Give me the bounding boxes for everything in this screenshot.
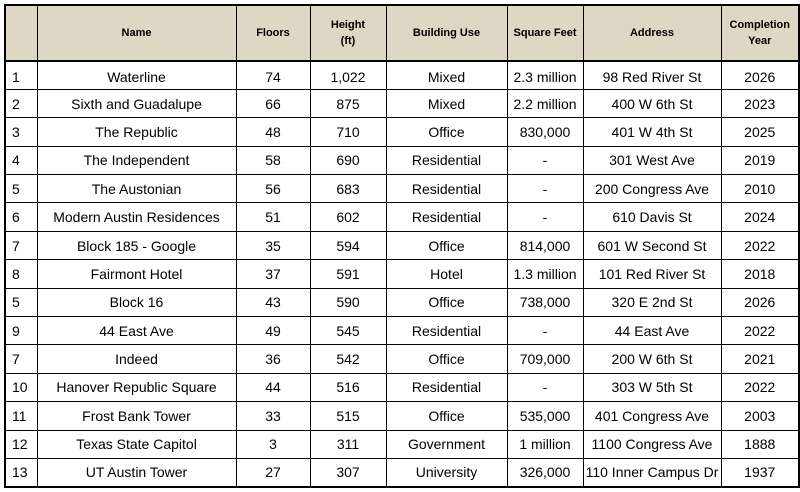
cell-square-feet: 326,000 — [507, 458, 583, 486]
cell-rank: 8 — [5, 260, 37, 288]
cell-square-feet: 709,000 — [507, 345, 583, 373]
cell-name: 44 East Ave — [37, 317, 236, 345]
table-row — [5, 402, 799, 430]
cell-building-use: Residential — [386, 373, 507, 401]
cell-name: The Independent — [37, 146, 236, 174]
cell-building-use: Mixed — [386, 89, 507, 117]
cell-address: 101 Red River St — [583, 260, 721, 288]
cell-height: 515 — [310, 402, 386, 430]
cell-rank: 7 — [5, 231, 37, 259]
cell-building-use: Office — [386, 345, 507, 373]
cell-rank: 6 — [5, 203, 37, 231]
cell-building-use: Residential — [386, 203, 507, 231]
cell-name: Hanover Republic Square — [37, 373, 236, 401]
cell-address: 200 W 6th St — [583, 345, 721, 373]
cell-name: The Republic — [37, 118, 236, 146]
cell-building-use: Mixed — [386, 61, 507, 89]
table-row — [5, 231, 799, 259]
cell-name: The Austonian — [37, 175, 236, 203]
cell-address: 320 E 2nd St — [583, 288, 721, 316]
cell-building-use: Hotel — [386, 260, 507, 288]
table-row — [5, 89, 799, 117]
cell-height: 590 — [310, 288, 386, 316]
cell-completion-year: 2019 — [721, 146, 799, 174]
cell-address: 401 Congress Ave — [583, 402, 721, 430]
table-row — [5, 345, 799, 373]
cell-completion-year: 1888 — [721, 430, 799, 458]
cell-rank: 1 — [5, 61, 37, 89]
cell-address: 1100 Congress Ave — [583, 430, 721, 458]
cell-square-feet: 738,000 — [507, 288, 583, 316]
cell-floors: 3 — [236, 430, 310, 458]
cell-height: 875 — [310, 89, 386, 117]
cell-floors: 43 — [236, 288, 310, 316]
header-building-use: Building Use — [386, 5, 507, 61]
cell-building-use: Office — [386, 402, 507, 430]
cell-completion-year: 2025 — [721, 118, 799, 146]
cell-completion-year: 2003 — [721, 402, 799, 430]
header-name: Name — [37, 5, 236, 61]
cell-completion-year: 2018 — [721, 260, 799, 288]
cell-completion-year: 1937 — [721, 458, 799, 486]
cell-rank: 7 — [5, 345, 37, 373]
cell-completion-year: 2022 — [721, 373, 799, 401]
table-row — [5, 61, 799, 89]
cell-name: UT Austin Tower — [37, 458, 236, 486]
table-row — [5, 175, 799, 203]
cell-height: 545 — [310, 317, 386, 345]
cell-building-use: Residential — [386, 175, 507, 203]
cell-rank: 11 — [5, 402, 37, 430]
cell-floors: 44 — [236, 373, 310, 401]
table-row — [5, 430, 799, 458]
header-height: Height (ft) — [310, 5, 386, 61]
cell-height: 591 — [310, 260, 386, 288]
cell-rank: 2 — [5, 89, 37, 117]
cell-square-feet: 2.3 million — [507, 61, 583, 89]
cell-rank: 10 — [5, 373, 37, 401]
cell-building-use: Office — [386, 231, 507, 259]
table-row — [5, 458, 799, 486]
cell-height: 542 — [310, 345, 386, 373]
cell-square-feet: 1.3 million — [507, 260, 583, 288]
table-row — [5, 203, 799, 231]
table-row — [5, 317, 799, 345]
cell-height: 594 — [310, 231, 386, 259]
cell-completion-year: 2022 — [721, 231, 799, 259]
cell-square-feet: 830,000 — [507, 118, 583, 146]
cell-height: 690 — [310, 146, 386, 174]
cell-height: 307 — [310, 458, 386, 486]
header-completion-year: Completion Year — [721, 5, 799, 61]
cell-floors: 51 — [236, 203, 310, 231]
cell-name: Fairmont Hotel — [37, 260, 236, 288]
cell-floors: 36 — [236, 345, 310, 373]
buildings-table — [4, 4, 800, 488]
cell-building-use: Residential — [386, 146, 507, 174]
cell-name: Modern Austin Residences — [37, 203, 236, 231]
cell-floors: 74 — [236, 61, 310, 89]
cell-building-use: University — [386, 458, 507, 486]
cell-floors: 27 — [236, 458, 310, 486]
cell-address: 610 Davis St — [583, 203, 721, 231]
cell-rank: 12 — [5, 430, 37, 458]
header-address: Address — [583, 5, 721, 61]
cell-address: 601 W Second St — [583, 231, 721, 259]
cell-floors: 58 — [236, 146, 310, 174]
table-row — [5, 288, 799, 316]
cell-rank: 5 — [5, 288, 37, 316]
cell-name: Texas State Capitol — [37, 430, 236, 458]
header-floors: Floors — [236, 5, 310, 61]
cell-completion-year: 2022 — [721, 317, 799, 345]
cell-floors: 33 — [236, 402, 310, 430]
header-square-feet: Square Feet — [507, 5, 583, 61]
cell-rank: 9 — [5, 317, 37, 345]
cell-completion-year: 2026 — [721, 288, 799, 316]
cell-floors: 56 — [236, 175, 310, 203]
cell-height: 602 — [310, 203, 386, 231]
cell-rank: 13 — [5, 458, 37, 486]
cell-completion-year: 2023 — [721, 89, 799, 117]
cell-floors: 66 — [236, 89, 310, 117]
cell-rank: 5 — [5, 175, 37, 203]
cell-address: 110 Inner Campus Dr — [583, 458, 721, 486]
cell-address: 303 W 5th St — [583, 373, 721, 401]
cell-name: Waterline — [37, 61, 236, 89]
cell-square-feet: - — [507, 146, 583, 174]
cell-address: 44 East Ave — [583, 317, 721, 345]
cell-address: 200 Congress Ave — [583, 175, 721, 203]
cell-rank: 4 — [5, 146, 37, 174]
header-rank — [5, 5, 37, 61]
cell-floors: 35 — [236, 231, 310, 259]
cell-completion-year: 2010 — [721, 175, 799, 203]
cell-square-feet: - — [507, 203, 583, 231]
cell-square-feet: - — [507, 175, 583, 203]
cell-square-feet: - — [507, 317, 583, 345]
cell-rank: 3 — [5, 118, 37, 146]
cell-building-use: Office — [386, 288, 507, 316]
cell-square-feet: - — [507, 373, 583, 401]
cell-completion-year: 2021 — [721, 345, 799, 373]
cell-building-use: Office — [386, 118, 507, 146]
cell-square-feet: 2.2 million — [507, 89, 583, 117]
buildings-table-container — [4, 4, 800, 488]
cell-name: Block 16 — [37, 288, 236, 316]
header-row — [5, 5, 799, 61]
table-row — [5, 146, 799, 174]
cell-building-use: Residential — [386, 317, 507, 345]
cell-address: 401 W 4th St — [583, 118, 721, 146]
cell-building-use: Government — [386, 430, 507, 458]
cell-address: 301 West Ave — [583, 146, 721, 174]
cell-completion-year: 2024 — [721, 203, 799, 231]
cell-name: Block 185 - Google — [37, 231, 236, 259]
table-row — [5, 373, 799, 401]
cell-name: Indeed — [37, 345, 236, 373]
cell-floors: 48 — [236, 118, 310, 146]
cell-address: 400 W 6th St — [583, 89, 721, 117]
cell-square-feet: 1 million — [507, 430, 583, 458]
cell-square-feet: 535,000 — [507, 402, 583, 430]
cell-floors: 37 — [236, 260, 310, 288]
cell-height: 710 — [310, 118, 386, 146]
cell-name: Sixth and Guadalupe — [37, 89, 236, 117]
cell-height: 311 — [310, 430, 386, 458]
cell-completion-year: 2026 — [721, 61, 799, 89]
cell-name: Frost Bank Tower — [37, 402, 236, 430]
cell-square-feet: 814,000 — [507, 231, 583, 259]
table-row — [5, 118, 799, 146]
table-row — [5, 260, 799, 288]
cell-height: 1,022 — [310, 61, 386, 89]
cell-floors: 49 — [236, 317, 310, 345]
cell-height: 516 — [310, 373, 386, 401]
cell-address: 98 Red River St — [583, 61, 721, 89]
cell-height: 683 — [310, 175, 386, 203]
